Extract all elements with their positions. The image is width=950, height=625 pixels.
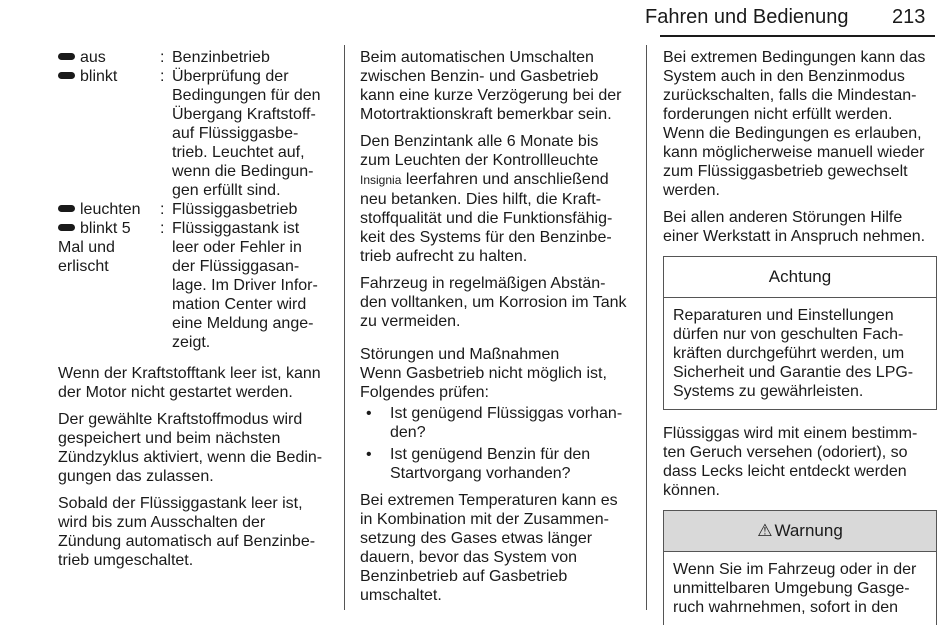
warning-icon: ⚠ xyxy=(757,521,773,540)
right-column xyxy=(663,48,937,625)
paragraph: Wenn Gasbetrieb nicht möglich ist, Folgendes prüfen: xyxy=(360,365,607,401)
status-key-label: aus xyxy=(80,49,106,66)
warning-header xyxy=(664,511,936,552)
paragraph-text: leerfahren und anschließend neu betanken. Dies hilft, die Kraft- stoffqualität und die Funktionsfähig- keit des Systems für den Benzinbe- trieb aufrecht zu halten. xyxy=(360,171,613,265)
status-colon: : xyxy=(160,68,165,85)
caution-title: Achtung xyxy=(664,257,936,298)
paragraph: Flüssiggas wird mit einem bestimm- ten Geruch versehen (odoriert), so dass Lecks leicht entdeckt werden können. xyxy=(663,425,918,499)
paragraph: Bei allen anderen Störungen Hilfe einer Werkstatt in Anspruch nehmen. xyxy=(663,209,926,245)
lamp-icon xyxy=(58,53,75,60)
status-key-label: leuchten xyxy=(80,201,141,218)
warning-text: Wenn Sie im Fahrzeug oder in der unmittelbaren Umgebung Gasge- ruch wahrnehmen, sofort in den xyxy=(673,561,917,616)
status-key-label: blinkt xyxy=(80,68,118,85)
warning-title: Warnung xyxy=(774,521,843,540)
middle-column xyxy=(360,48,640,613)
status-desc: Benzinbetrieb xyxy=(172,49,270,66)
paragraph: Bei extremen Bedingungen kann das System auch in den Benzinmodus zurückschalten, falls die Mindestan- forderungen nicht erfüllt werden. Wenn die Bedingungen es erlauben, kann möglicherweise manuell wieder zum Flüssiggasbetrieb gewechselt werden. xyxy=(663,49,926,199)
column-divider-2 xyxy=(646,45,647,610)
lamp-icon xyxy=(58,224,75,231)
lamp-icon xyxy=(58,205,75,212)
status-colon: : xyxy=(160,220,165,237)
column-divider-1 xyxy=(344,45,345,610)
status-row xyxy=(58,48,333,67)
subheading: Störungen und Maßnahmen xyxy=(360,346,560,363)
check-list xyxy=(360,404,640,483)
status-colon: : xyxy=(160,49,165,66)
status-key xyxy=(58,48,106,67)
paragraph xyxy=(360,132,640,266)
caution-text: Reparaturen und Einstellungen dürfen nur von geschulten Fach- kräften durchgeführt werden, um Sicherheit und Garantie des LPG- Systems zu gewährleisten. xyxy=(673,307,914,400)
status-key xyxy=(58,219,131,276)
list-item: • Ist genügend Flüssiggas vorhan- den? xyxy=(360,404,640,442)
status-desc: Flüssiggasbetrieb xyxy=(172,201,298,218)
paragraph: Der gewählte Kraftstoffmodus wird gespeichert und beim nächsten Zündzyklus aktiviert, wenn die Bedin- gungen das zulassen. xyxy=(58,411,323,485)
paragraph: Wenn der Kraftstofftank leer ist, kann der Motor nicht gestartet werden. xyxy=(58,365,321,401)
section-title: Fahren und Bedienung xyxy=(645,6,849,28)
caution-box xyxy=(663,256,937,410)
left-column xyxy=(58,48,333,578)
header-rule xyxy=(660,35,935,37)
brand-name: Insignia xyxy=(360,173,402,187)
warning-box xyxy=(663,510,937,625)
status-desc: Flüssiggastank ist leer oder Fehler in der Flüssiggasan- lage. Im Driver Infor- mation Center wird eine Meldung ange- zeigt. xyxy=(172,220,318,351)
status-desc: Überprüfung der Bedingungen für den Übergang Kraftstoff- auf Flüssiggasbe- trieb. Leuchtet auf, wenn die Bedingun- gen erfüllt sind. xyxy=(172,68,321,199)
status-key-label: blinkt 5 Mal und erlischt xyxy=(58,220,131,275)
status-row xyxy=(58,219,333,352)
status-key xyxy=(58,67,117,86)
status-row xyxy=(58,67,333,200)
status-key xyxy=(58,200,141,219)
paragraph: Bei extremen Temperaturen kann es in Kombination mit der Zusammen- setzung des Gases etwas länger dauern, bevor das System von Benzinbetrieb auf Gasbetrieb umschaltet. xyxy=(360,492,618,604)
status-table xyxy=(58,48,333,352)
status-row xyxy=(58,200,333,219)
paragraph: Sobald der Flüssiggastank leer ist, wird bis zum Ausschalten der Zündung automatisch auf Benzinbe- trieb umgeschaltet. xyxy=(58,495,316,569)
paragraph: Fahrzeug in regelmäßigen Abstän- den volltanken, um Korrosion im Tank zu vermeiden. xyxy=(360,275,627,330)
list-item: • Ist genügend Benzin für den Startvorgang vorhanden? xyxy=(360,445,640,483)
status-colon: : xyxy=(160,201,165,218)
lamp-icon xyxy=(58,72,75,79)
paragraph: Beim automatischen Umschalten zwischen Benzin- und Gasbetrieb kann eine kurze Verzögerung bei der Motortraktionskraft bemerkbar sein. xyxy=(360,49,622,123)
paragraph-text: Den Benzintank alle 6 Monate bis zum Leuchten der Kontrollleuchte xyxy=(360,133,599,169)
page-number: 213 xyxy=(892,6,926,28)
